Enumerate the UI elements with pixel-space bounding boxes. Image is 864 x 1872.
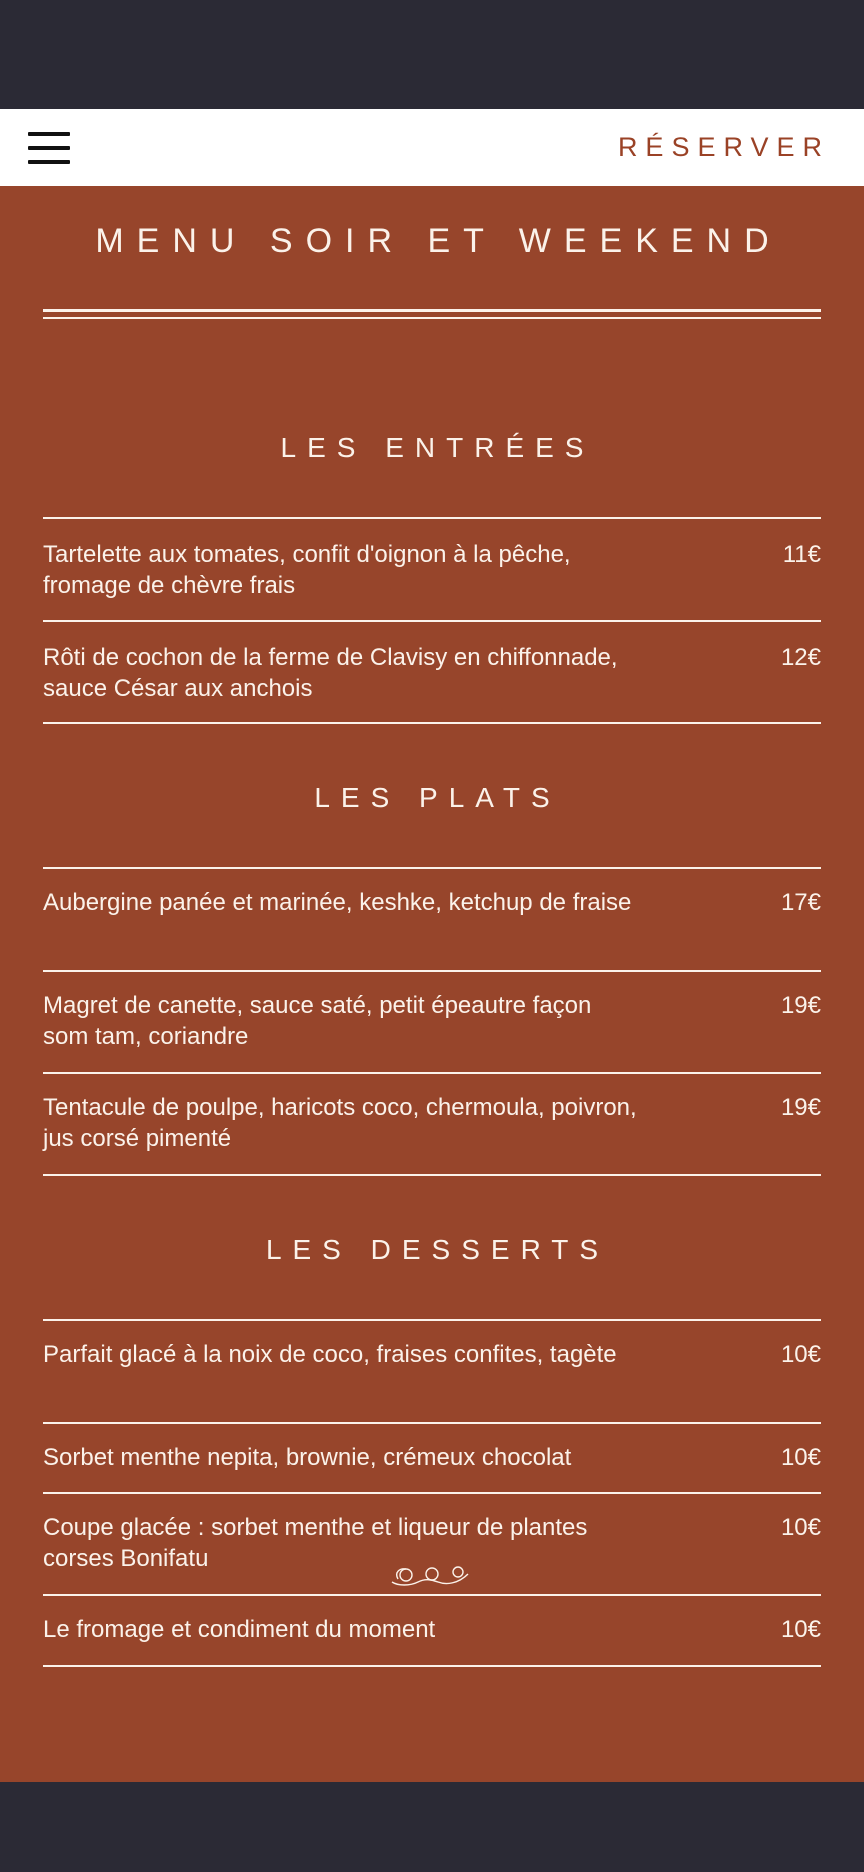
reserve-link[interactable]: RÉSERVER xyxy=(617,132,830,162)
menu-title: MENU SOIR ET WEEKEND xyxy=(95,222,782,260)
menu-item-name: Rôti de cochon de la ferme de Clavisy en chiffonnade, sauce César aux anchois xyxy=(43,644,618,702)
divider xyxy=(43,1319,821,1321)
divider xyxy=(43,620,821,622)
divider xyxy=(43,1665,821,1667)
menu-item-price: 19€ xyxy=(780,992,821,1019)
top-nav-bar xyxy=(0,109,864,186)
divider xyxy=(43,517,821,519)
section-heading-entrees: LES ENTRÉES xyxy=(280,432,595,463)
menu-item-price: 19€ xyxy=(780,1094,821,1121)
divider xyxy=(43,722,821,724)
menu-item-name: Tentacule de poulpe, haricots coco, chermoula, poivron, jus corsé pimenté xyxy=(43,1094,637,1152)
menu-item-price: 17€ xyxy=(780,889,821,916)
section-heading-desserts: LES DESSERTS xyxy=(265,1234,610,1265)
menu-item-name: Tartelette aux tomates, confit d'oignon à la pêche, fromage de chèvre frais xyxy=(43,541,571,599)
menu-item-name: Sorbet menthe nepita, brownie, crémeux chocolat xyxy=(43,1444,572,1471)
menu-item-name: Le fromage et condiment du moment xyxy=(43,1616,436,1643)
hamburger-menu-icon[interactable] xyxy=(28,132,70,164)
status-bar xyxy=(0,0,864,109)
section-heading-plats: LES PLATS xyxy=(314,782,561,813)
title-double-divider xyxy=(43,309,821,321)
swirl-ornament-icon xyxy=(388,1560,476,1590)
menu-content xyxy=(0,186,864,1782)
divider xyxy=(43,1072,821,1074)
divider xyxy=(43,970,821,972)
menu-item-price: 10€ xyxy=(780,1444,821,1471)
menu-item-price: 12€ xyxy=(780,644,821,671)
menu-item-price: 10€ xyxy=(780,1514,821,1541)
menu-item-name: Magret de canette, sauce saté, petit épeautre façon som tam, coriandre xyxy=(43,992,592,1050)
bottom-bar xyxy=(0,1782,864,1872)
menu-item-price: 10€ xyxy=(780,1341,821,1368)
divider xyxy=(43,1492,821,1494)
menu-item-price: 11€ xyxy=(782,541,821,568)
divider xyxy=(43,1174,821,1176)
menu-item-price: 10€ xyxy=(780,1616,821,1643)
divider xyxy=(43,1594,821,1596)
menu-item-name: Parfait glacé à la noix de coco, fraises confites, tagète xyxy=(43,1341,617,1368)
menu-item-name: Coupe glacée : sorbet menthe et liqueur de plantes corses Bonifatu xyxy=(43,1514,588,1572)
divider xyxy=(43,1422,821,1424)
menu-item-name: Aubergine panée et marinée, keshke, ketchup de fraise xyxy=(43,889,632,916)
divider xyxy=(43,867,821,869)
